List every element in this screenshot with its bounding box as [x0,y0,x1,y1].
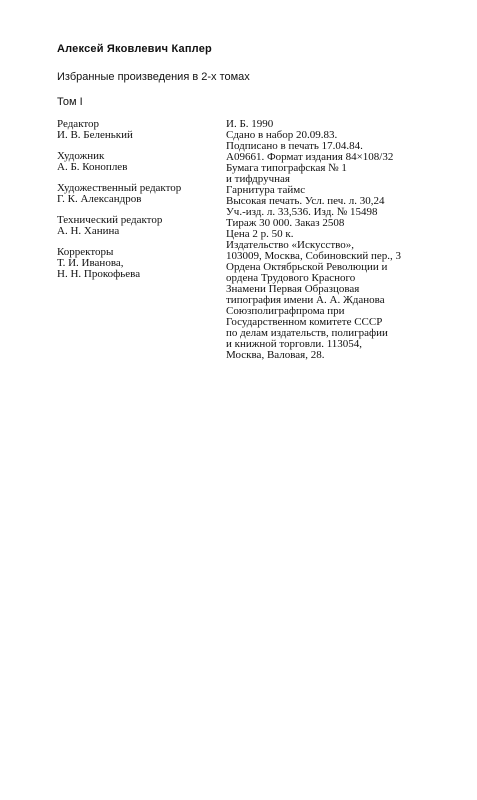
imprint-line: 103009, Москва, Собиновский пер., 3 [226,250,402,262]
credits-column [57,119,217,290]
imprint-column [226,119,436,361]
imprint-line: А09661. Формат издания 84×108/32 [226,151,394,163]
credit-role: Редактор [57,118,100,130]
imprint-line: Издательство «Искусство», [226,239,354,251]
imprint-line: Знамени Первая Образцовая [226,283,360,295]
credit-artist [57,151,217,173]
imprint-line: И. Б. 1990 [226,118,274,130]
imprint-line: Тираж 30 000. Заказ 2508 [226,217,345,229]
volume-label: Том I [57,96,83,108]
imprint-line: Цена 2 р. 50 к. [226,228,294,240]
imprint-line: Государственном комитете СССР [226,316,383,328]
credit-role: Художественный редактор [57,182,182,194]
credit-role: Технический редактор [57,214,163,226]
imprint-line: Уч.-изд. л. 33,536. Изд. № 15498 [226,206,378,218]
imprint-line: Москва, Валовая, 28. [226,349,325,361]
imprint-line: по делам издательств, полиграфии [226,327,388,339]
author-name: Алексей Яковлевич Каплер [57,43,212,55]
credit-role: Художник [57,150,105,162]
credit-name: Г. К. Александров [57,193,142,205]
imprint-line: ордена Трудового Красного [226,272,356,284]
credit-name: Н. Н. Прокофьева [57,268,141,280]
credit-tech-editor [57,215,217,237]
imprint-line: Высокая печать. Усл. печ. л. 30,24 [226,195,385,207]
imprint-line: Ордена Октябрьской Революции и [226,261,388,273]
credit-name: И. В. Беленький [57,129,133,141]
imprint-line: Гарнитура таймс [226,184,306,196]
credit-name: А. Б. Коноплев [57,161,128,173]
imprint-line: и тифдручная [226,173,290,185]
credit-art-editor [57,183,217,205]
credit-name: Т. И. Иванова, [57,257,124,269]
imprint-line: и книжной торговли. 113054, [226,338,363,350]
credit-name: А. Н. Ханина [57,225,120,237]
work-title: Избранные произведения в 2-х томах [57,71,250,83]
imprint-line: Союзполиграфпрома при [226,305,345,317]
credit-proofreaders [57,247,217,280]
credit-editor [57,119,217,141]
imprint-line: Подписано в печать 17.04.84. [226,140,363,152]
imprint-line: Сдано в набор 20.09.83. [226,129,338,141]
imprint-line: Бумага типографская № 1 [226,162,347,174]
imprint-line: типография имени А. А. Жданова [226,294,385,306]
credit-role: Корректоры [57,246,114,258]
